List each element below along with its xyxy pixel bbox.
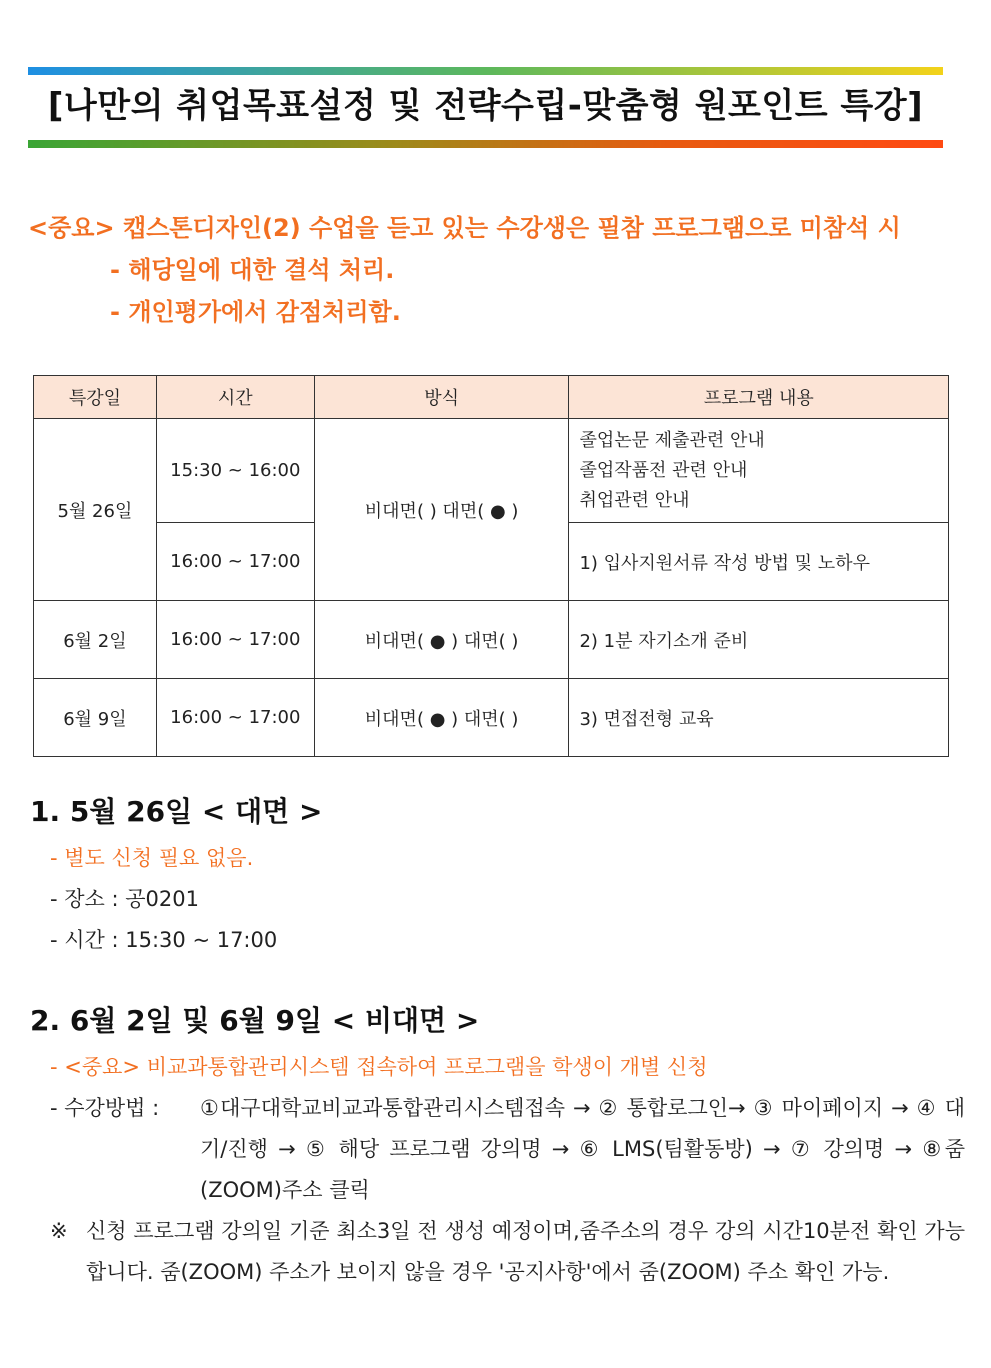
cell-content: 3) 면접전형 교육	[569, 679, 949, 757]
table-row	[34, 679, 949, 757]
cell-content: 1) 입사지원서류 작성 방법 및 노하우	[569, 523, 949, 601]
section-1-line: - 장소 : 공0201	[50, 887, 199, 911]
section-1-line: - 시간 : 15:30 ~ 17:00	[50, 928, 278, 952]
bottom-gradient-bar	[28, 140, 943, 148]
section-2-title: 2. 6월 2일 및 6월 9일 < 비대면 >	[30, 1004, 480, 1037]
table-row	[34, 419, 949, 523]
note-mark: ※	[50, 1219, 68, 1243]
section-2-important: - <중요> 비교과통합관리시스템 접속하여 프로그램을 학생이 개별 신청	[50, 1055, 708, 1079]
cell-date: 6월 2일	[34, 601, 157, 679]
header-time: 시간	[156, 376, 314, 419]
content-line: 취업관련 안내	[579, 489, 690, 511]
note-text: 신청 프로그램 강의일 기준 최소3일 전 생성 예정이며,줌주소의 경우 강의 시간10분전 확인 가능합니다. 줌(ZOOM) 주소가 보이지 않을 경우 '공지사항'에서 줌(ZOOM) 주소 확인 가능.	[86, 1219, 965, 1284]
note-row	[30, 1211, 965, 1293]
header-method: 방식	[314, 376, 569, 419]
section-1	[30, 788, 965, 961]
page-title: [나만의 취업목표설정 및 전략수립-맞춤형 원포인트 특강]	[47, 86, 924, 126]
method-text: ①대구대학교비교과통합관리시스템접속 → ② 통합로그인→ ③ 마이페이지 → ④ 대기/진행 → ⑤ 해당 프로그램 강의명 → ⑥ LMS(팀활동방) → ⑦ 강의명 → ⑧줌(ZOOM)주소 클릭	[200, 1096, 965, 1202]
section-1-title: 1. 5월 26일 < 대면 >	[30, 795, 323, 828]
cell-method: 비대면( ) 대면( ● )	[314, 419, 569, 601]
cell-content	[569, 419, 949, 523]
content-line: 졸업논문 제출관련 안내	[579, 429, 765, 451]
cell-date: 6월 9일	[34, 679, 157, 757]
schedule-table	[33, 375, 949, 757]
section-1-line: - 별도 신청 필요 없음.	[50, 846, 254, 870]
method-label: - 수강방법 :	[50, 1096, 160, 1120]
cell-date: 5월 26일	[34, 419, 157, 601]
table-row	[34, 601, 949, 679]
header-date: 특강일	[34, 376, 157, 419]
table-header-row	[34, 376, 949, 419]
method-row	[30, 1088, 965, 1211]
cell-time: 16:00 ~ 17:00	[156, 523, 314, 601]
cell-method: 비대면( ● ) 대면( )	[314, 601, 569, 679]
header-content: 프로그램 내용	[569, 376, 949, 419]
content-line: 졸업작품전 관련 안내	[579, 459, 748, 481]
cell-time: 15:30 ~ 16:00	[156, 419, 314, 523]
cell-content: 2) 1분 자기소개 준비	[569, 601, 949, 679]
notice-block	[28, 207, 901, 333]
cell-time: 16:00 ~ 17:00	[156, 679, 314, 757]
cell-method: 비대면( ● ) 대면( )	[314, 679, 569, 757]
cell-time: 16:00 ~ 17:00	[156, 601, 314, 679]
notice-line-3: - 개인평가에서 감점처리함.	[110, 298, 401, 326]
section-2	[30, 997, 965, 1293]
notice-line-2: - 해당일에 대한 결석 처리.	[110, 256, 395, 284]
notice-line-1: <중요> 캡스톤디자인(2) 수업을 듣고 있는 수강생은 필참 프로그램으로 미참석 시	[28, 214, 901, 242]
top-gradient-bar	[28, 67, 943, 75]
